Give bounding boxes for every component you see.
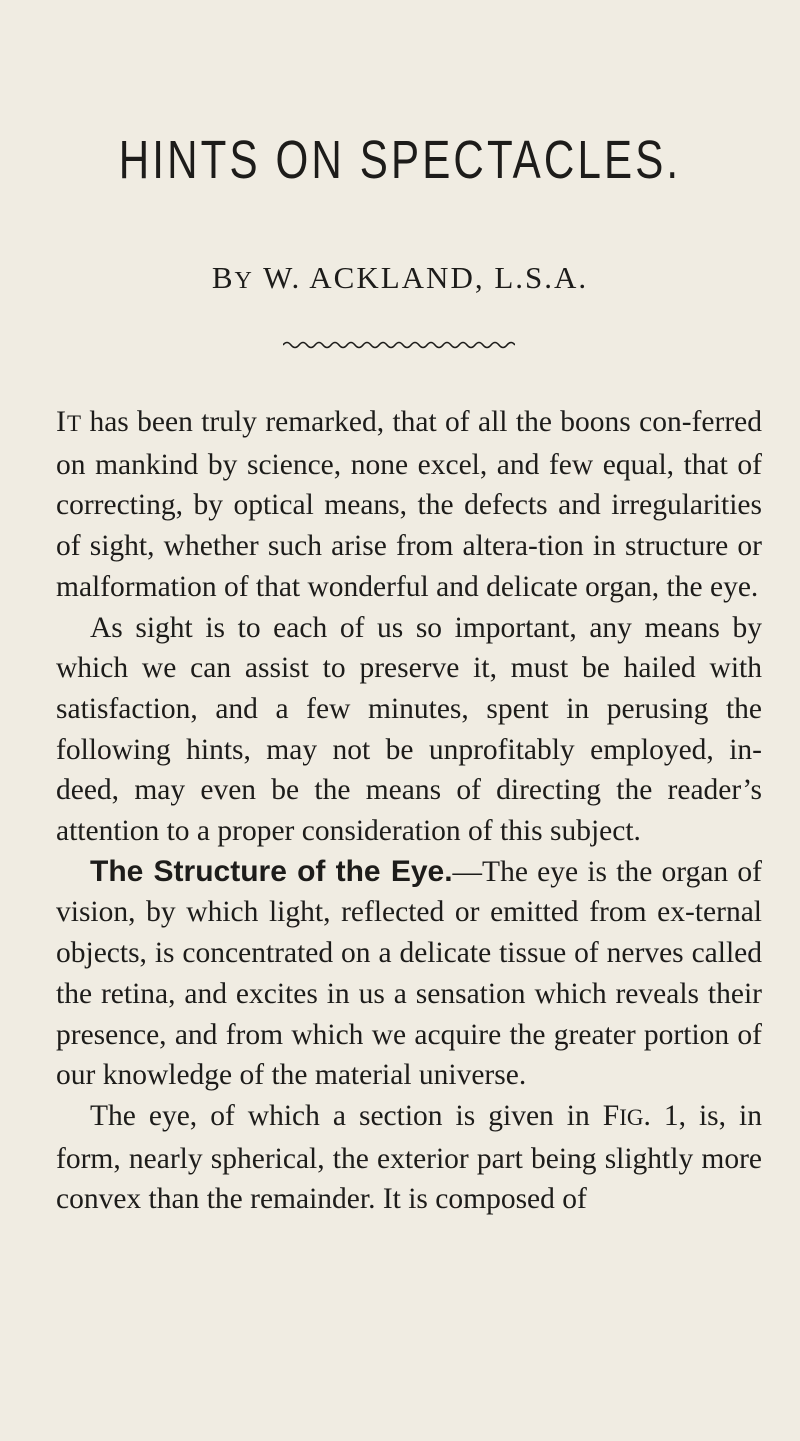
figure-ref-initial: F (602, 1099, 620, 1132)
paragraph-1-text: has been truly remarked, that of all the boons con-ferred on mankind by science, none excel, and few equal, that of correcting, by optical means, the defects and irregularities of sight, whether such arise from altera-tion in structure or malformation of that wonderful and delicate organ, the eye. (56, 406, 762, 603)
wavy-rule-ornament (283, 338, 515, 352)
paragraph-3-text: —The eye is the organ of vision, by which light, reflected or emitted from ex-ternal objects, is concentrated on a delicate tissue of nerves called the retina, and excites in us a sensation which reveals their presence, and from which we acquire the greater portion of our knowledge of the material universe. (56, 855, 762, 1092)
section-heading: The Structure of the Eye. (90, 854, 453, 888)
figure-ref-rest: IG (619, 1104, 644, 1130)
paragraph-4 (56, 1096, 762, 1220)
page-title: HINTS ON SPECTACLES. (118, 130, 682, 190)
byline-author: W. ACKLAND, L.S.A. (263, 260, 589, 295)
paragraph-4-text-a: The eye, of which a section is given in (90, 1099, 603, 1132)
paragraph-3 (56, 852, 762, 1096)
byline-prefix-rest: Y (234, 268, 254, 294)
paragraph-1-smallcaps: T (67, 411, 82, 436)
paragraph-1 (56, 402, 762, 608)
byline-prefix-initial: B (211, 260, 235, 295)
paragraph-1-initial: I (56, 405, 67, 438)
body-text (56, 402, 762, 1220)
author-byline (0, 260, 800, 299)
paragraph-2-text: As sight is to each of us so important, any means by which we can assist to preserve it, must be hailed with satisfaction, and a few minutes, spent in perusing the following hints, may not be unprofitably employed, in-deed, may even be the means of directing the reader’s attention to a proper consideration of this subject. (56, 611, 762, 848)
paragraph-2 (56, 608, 762, 852)
paragraph-4-text-b: . 1, is, in form, nearly spherical, the exterior part being slightly more convex than the remainder. It is composed of (56, 1099, 762, 1216)
